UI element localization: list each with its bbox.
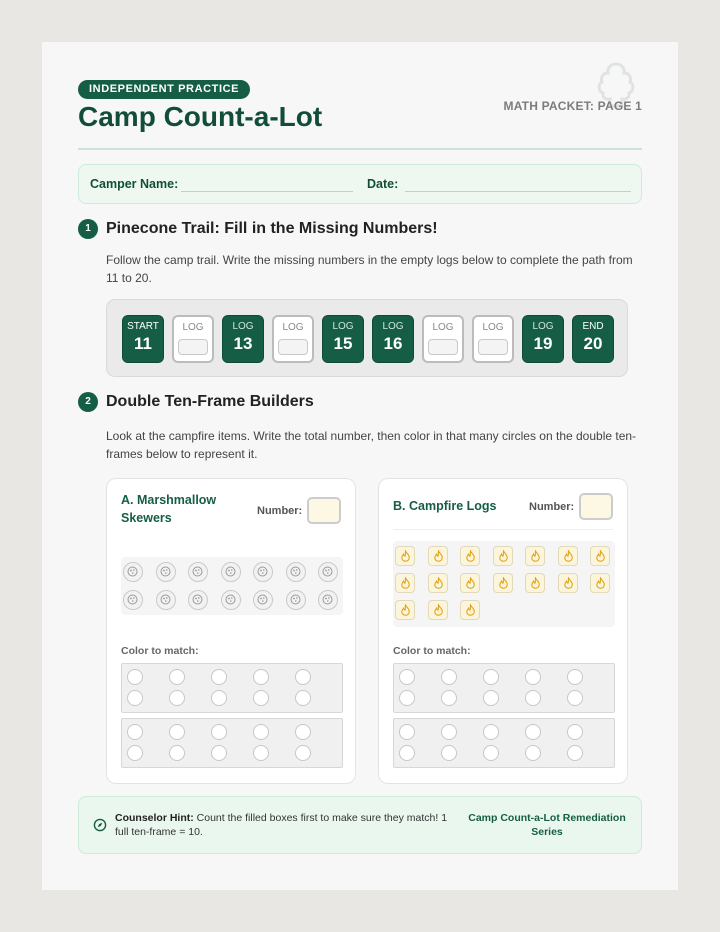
marshmallow-icon (253, 562, 273, 582)
packet-page-label: MATH PACKET: PAGE 1 (503, 99, 642, 113)
ten-frame-circle[interactable] (525, 669, 541, 685)
card-title: A. Marshmallow Skewers (121, 493, 217, 525)
ten-frame-circle[interactable] (483, 669, 499, 685)
flame-icon (558, 546, 578, 566)
flame-icon (428, 600, 448, 620)
ten-frame-circle[interactable] (127, 745, 143, 761)
worksheet-page (42, 42, 678, 890)
hint-text: Counselor Hint: Count the filled boxes first to make sure they match! 1 full ten-frame = 10. (115, 812, 448, 838)
marshmallow-icon (318, 562, 338, 582)
logs-number-box[interactable] (579, 493, 613, 520)
card-title: B. Campfire Logs (393, 499, 497, 513)
ten-frame-circle[interactable] (211, 669, 227, 685)
ten-frame-circle[interactable] (253, 724, 269, 740)
number-label: Number: (257, 505, 303, 517)
campfire-logs-card (378, 478, 628, 784)
ten-frame (393, 718, 615, 768)
flame-icon (460, 600, 480, 620)
flame-icon (590, 573, 610, 593)
number-label: Number: (529, 501, 575, 513)
ten-frame (121, 663, 343, 713)
marshmallow-icon (123, 562, 143, 582)
camper-name-label: Camper Name: (90, 177, 179, 191)
compass-icon (93, 818, 107, 832)
ten-frame-circle[interactable] (567, 669, 583, 685)
independent-practice-badge: INDEPENDENT PRACTICE (78, 80, 250, 99)
ten-frame-circle[interactable] (169, 669, 185, 685)
ten-frame-circle[interactable] (211, 745, 227, 761)
flame-icon (395, 546, 415, 566)
trail-log: LOG 19 (522, 315, 564, 363)
page-title: Camp Count-a-Lot (78, 101, 323, 132)
ten-frame-circle[interactable] (211, 724, 227, 740)
ten-frame-circle[interactable] (127, 669, 143, 685)
marshmallow-items (121, 557, 343, 615)
ten-frame-circle[interactable] (483, 690, 499, 706)
ten-frame-circle[interactable] (295, 690, 311, 706)
marshmallow-icon (188, 562, 208, 582)
ten-frame-circle[interactable] (567, 745, 583, 761)
flame-icon (525, 546, 545, 566)
ten-frame-circle[interactable] (295, 724, 311, 740)
color-to-match-label: Color to match: (393, 645, 471, 657)
ten-frame-circle[interactable] (441, 724, 457, 740)
marshmallow-icon (318, 590, 338, 610)
ten-frame-circle[interactable] (399, 669, 415, 685)
section-2-title: Double Ten-Frame Builders (106, 393, 314, 410)
ten-frame-circle[interactable] (399, 724, 415, 740)
marshmallow-icon (286, 590, 306, 610)
flame-icon (460, 546, 480, 566)
series-label: Camp Count-a-Lot Remediation Series (468, 812, 626, 838)
marshmallow-icon (221, 590, 241, 610)
ten-frame-circle[interactable] (253, 745, 269, 761)
ten-frame-circle[interactable] (525, 690, 541, 706)
ten-frame-circle[interactable] (441, 669, 457, 685)
campfire-log-items (393, 541, 615, 627)
marshmallow-icon (253, 590, 273, 610)
marshmallow-icon (156, 562, 176, 582)
trail-log: LOG 13 (222, 315, 264, 363)
trail-log-blank[interactable]: LOG (422, 315, 464, 363)
header-divider (78, 148, 642, 150)
ten-frame-circle[interactable] (399, 745, 415, 761)
trail-log: LOG 16 (372, 315, 414, 363)
date-field[interactable] (405, 191, 631, 192)
ten-frame-circle[interactable] (127, 724, 143, 740)
flame-icon (428, 573, 448, 593)
marshmallow-icon (123, 590, 143, 610)
flame-icon (395, 600, 415, 620)
section-1-title: Pinecone Trail: Fill in the Missing Numbers! (106, 220, 438, 237)
section-1-instructions: Follow the camp trail. Write the missing numbers in the empty logs below to complete the path from 11 to 20. (106, 253, 633, 285)
ten-frame (393, 663, 615, 713)
trail-log-blank[interactable]: LOG (472, 315, 514, 363)
flame-icon (558, 573, 578, 593)
flame-icon (493, 546, 513, 566)
ten-frame-circle[interactable] (525, 724, 541, 740)
flame-icon (460, 573, 480, 593)
flame-icon (428, 546, 448, 566)
ten-frame-circle[interactable] (483, 745, 499, 761)
ten-frame-circle[interactable] (295, 745, 311, 761)
trail-log-end: END 20 (572, 315, 614, 363)
flame-icon (590, 546, 610, 566)
marshmallow-icon (188, 590, 208, 610)
ten-frame (121, 718, 343, 768)
ten-frame-circle[interactable] (169, 724, 185, 740)
flame-icon (525, 573, 545, 593)
counselor-hint (78, 796, 642, 854)
marshmallow-icon (286, 562, 306, 582)
marshmallow-icon (156, 590, 176, 610)
ten-frame-circle[interactable] (399, 690, 415, 706)
ten-frame-circle[interactable] (295, 669, 311, 685)
trail-log: LOG 15 (322, 315, 364, 363)
marshmallow-icon (221, 562, 241, 582)
ten-frame-circle[interactable] (127, 690, 143, 706)
trail-log-start: START 11 (122, 315, 164, 363)
card-divider (393, 529, 613, 530)
ten-frame-circle[interactable] (169, 690, 185, 706)
name-date-bar (78, 164, 642, 204)
flame-icon (493, 573, 513, 593)
ten-frame-circle[interactable] (253, 690, 269, 706)
marshmallow-number-box[interactable] (307, 497, 341, 524)
ten-frame-circle[interactable] (567, 724, 583, 740)
ten-frame-circle[interactable] (169, 745, 185, 761)
section-2-number: 2 (78, 392, 98, 412)
marshmallow-card (106, 478, 356, 784)
ten-frame-circle[interactable] (567, 690, 583, 706)
trail-log-blank[interactable]: LOG (272, 315, 314, 363)
flame-icon (395, 573, 415, 593)
pinecone-trail (106, 299, 628, 377)
section-2-instructions: Look at the campfire items. Write the total number, then color in that many circles on the double ten-frames below to represent it. (106, 429, 637, 461)
ten-frame-circle[interactable] (211, 690, 227, 706)
section-1-number: 1 (78, 219, 98, 239)
ten-frame-circle[interactable] (253, 669, 269, 685)
date-label: Date: (367, 177, 399, 191)
trail-log-blank[interactable]: LOG (172, 315, 214, 363)
camper-name-field[interactable] (181, 191, 353, 192)
ten-frame-circle[interactable] (441, 690, 457, 706)
color-to-match-label: Color to match: (121, 645, 199, 657)
ten-frame-circle[interactable] (483, 724, 499, 740)
ten-frame-circle[interactable] (525, 745, 541, 761)
ten-frame-circle[interactable] (441, 745, 457, 761)
